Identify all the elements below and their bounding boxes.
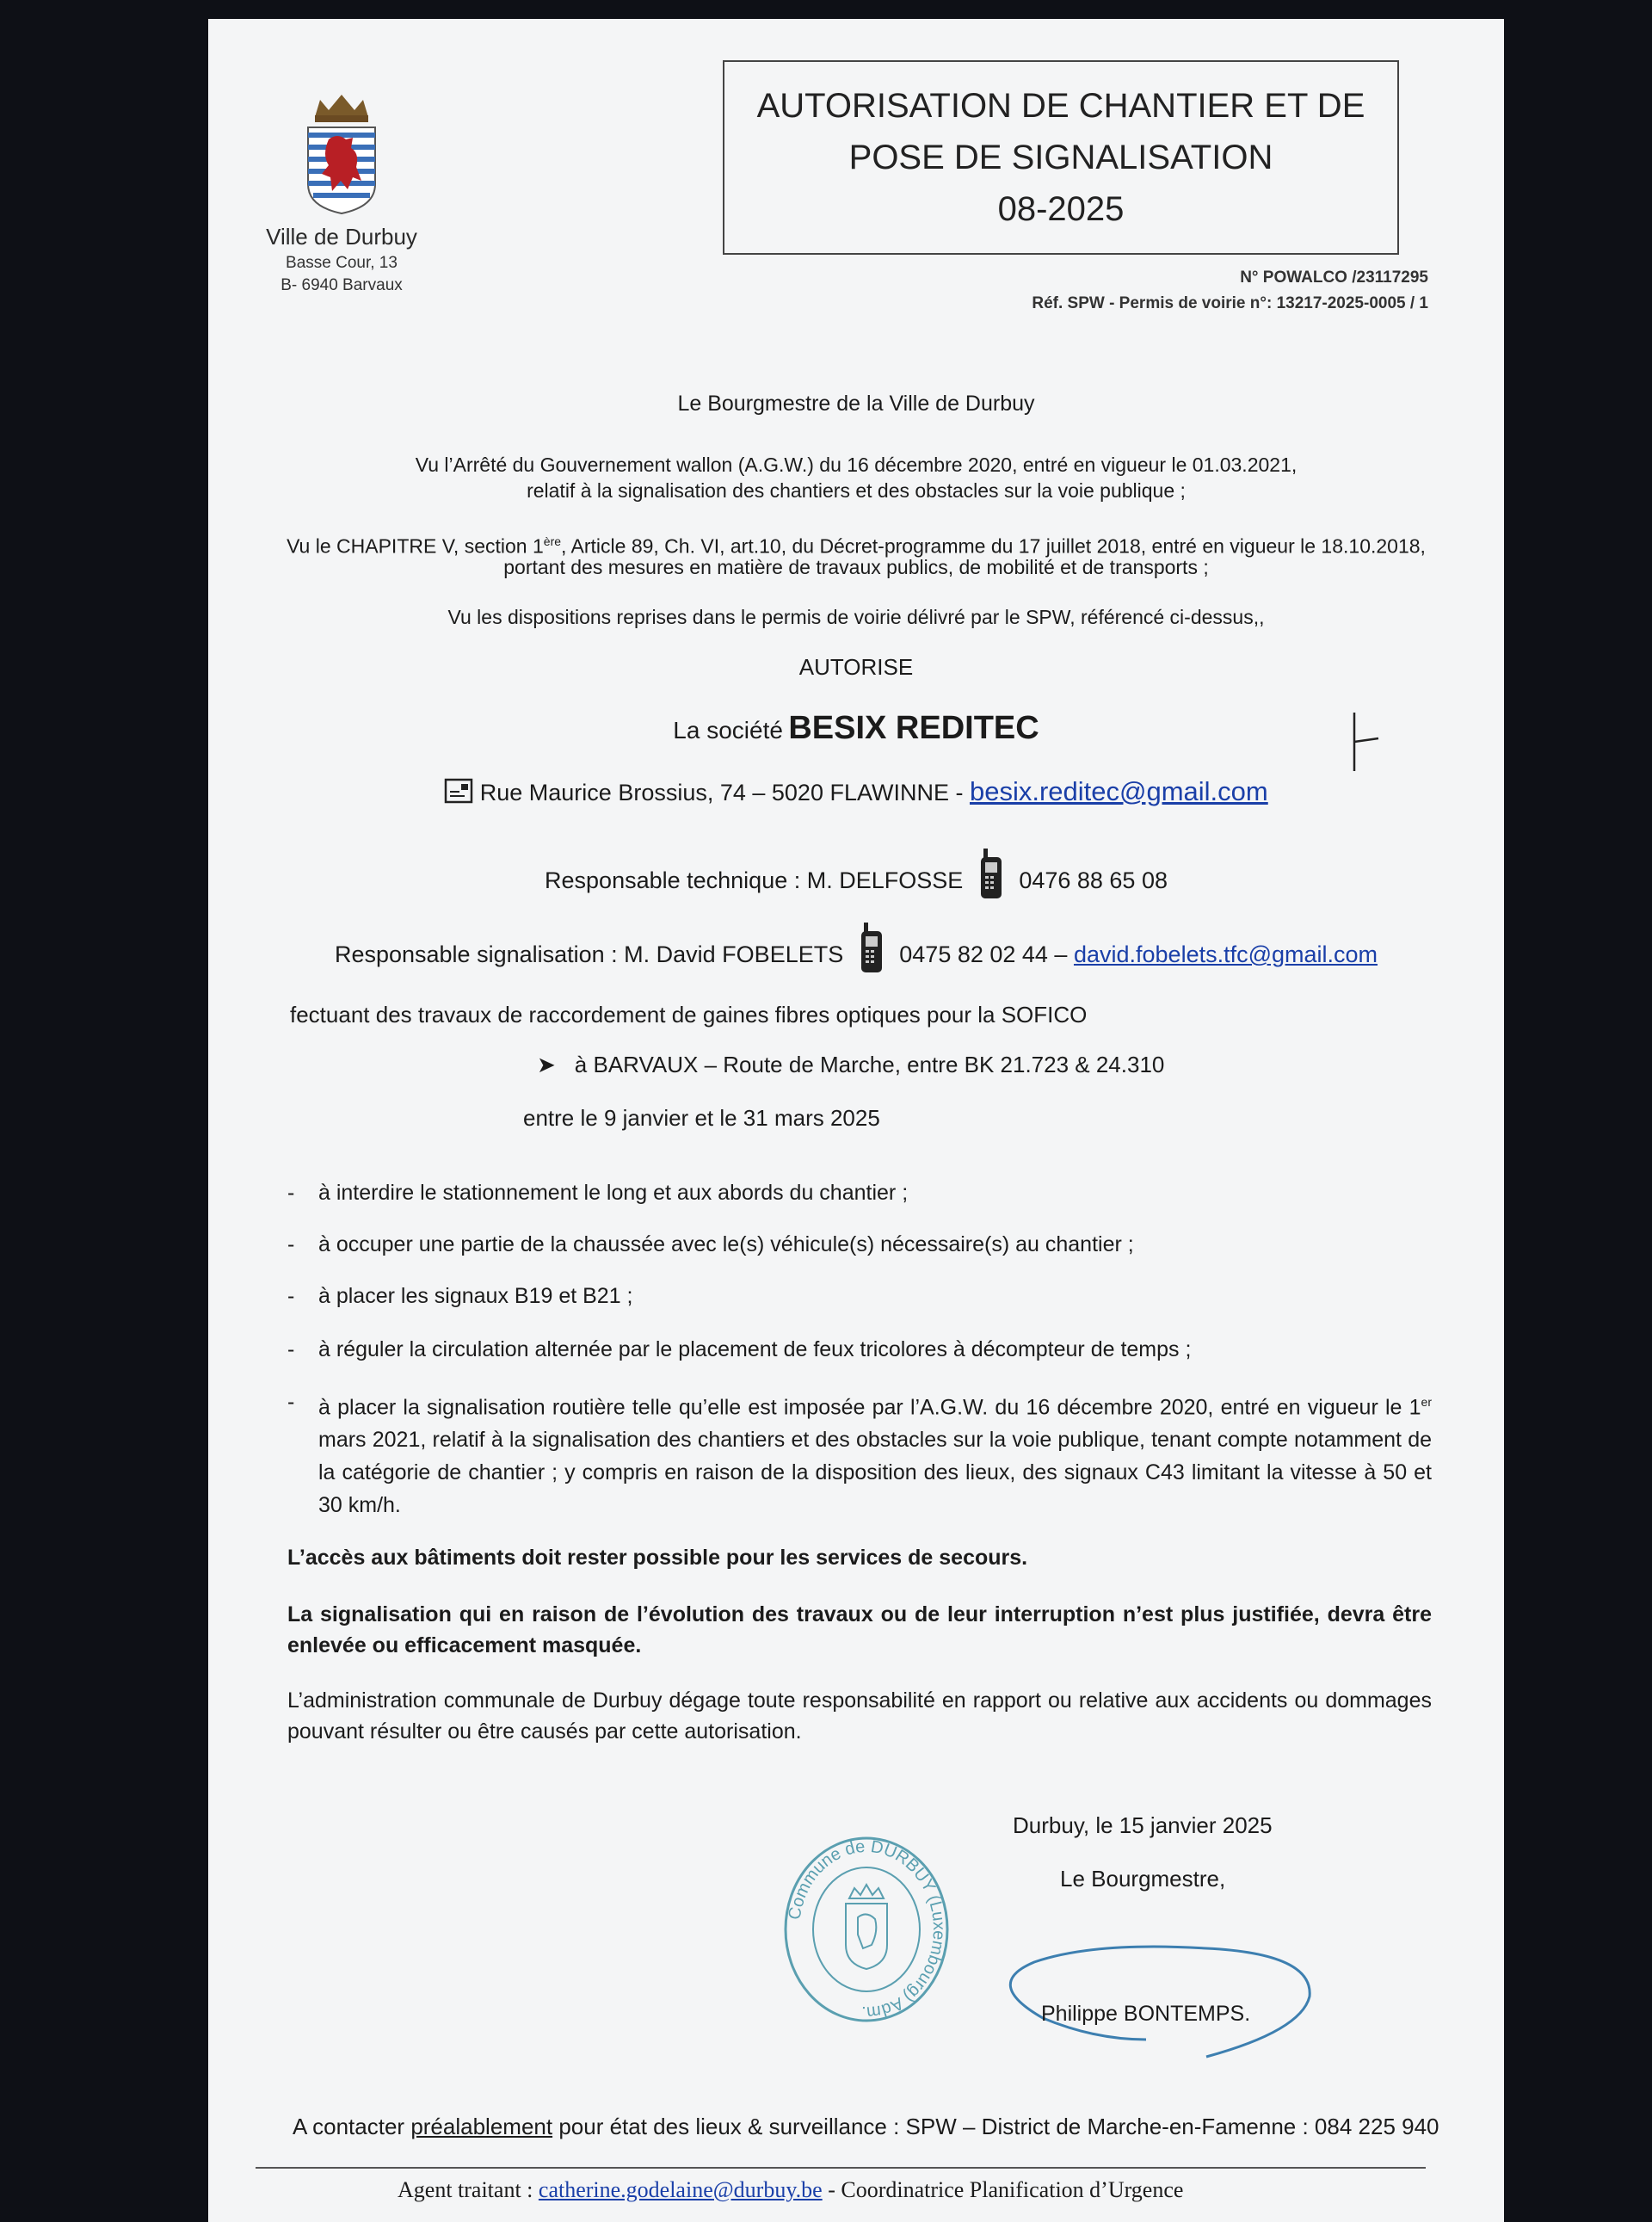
considerant-1-line-1: Vu l’Arrêté du Gouvernement wallon (A.G.W.) du 16 décembre 2020, entré en vigueur le 01.03.2021, (415, 454, 1298, 476)
works-description: fectuant des travaux de raccordement de gaines fibres optiques pour la SOFICO (290, 1002, 1088, 1028)
town-name: Ville de Durbuy (266, 224, 417, 250)
town-address-line1: Basse Cour, 13 (286, 254, 398, 272)
pen-mark-icon (1344, 707, 1387, 776)
company-line: La société BESIX REDITEC (673, 710, 1039, 746)
spw-reference: Réf. SPW - Permis de voirie n°: 13217-2025-0005 / 1 (1032, 294, 1428, 312)
durbuy-crest-icon (303, 88, 380, 217)
liability-note: L’administration communale de Durbuy dégage toute responsabilité en rapport ou relative aux accidents ou dommages pouvant résulter ou être causés par cette autorisation. (287, 1688, 1432, 1744)
contact-instruction: A contacter préalablement pour état des lieux & surveillance : SPW – District de Marche-en-Famenne : 084 225 940 (293, 2114, 1439, 2139)
agent-email-link[interactable]: catherine.godelaine@durbuy.be (538, 2177, 823, 2202)
signatory-role: Le Bourgmestre, (1060, 1866, 1226, 1892)
signage-removal-note: La signalisation qui en raison de l’évolution des travaux ou de leur interruption n’est plus justifiée, devra être enlevée ou efficacement masquée. (287, 1602, 1432, 1657)
title-line-2: POSE DE SIGNALISATION (848, 139, 1273, 176)
document-page: Ville de Durbuy Basse Cour, 13 B- 6940 Barvaux AUTORISATION DE CHANTIER ET DE POSE DE SIGNALISATION 08-2025 N° POWALCO /23117295 Réf. SPW - Permis de voirie n°: 13217-2025-0005 / 1 Le Bourgmestre de la Ville de Durbuy Vu l’Arrêté du Gouvernement wallon (A.G.W.) du 16 décembre 2020, entré en vigueur le 01.03.2021, relatif à la signalisation des chantiers et des obstacles sur la voie publique ; Vu le CHAPITRE V, section 1ère, Article 89, Ch. VI, art.10, du Décret-programme du 17 juillet 2018, entré en vigueur le 18.10.2018, portant des mesures en matière de travaux publics, de mobilité et de transports ; Vu les dispositions reprises dans le permis de voirie délivré par le SPW, référencé ci-dessus,, AUTORISE La société BESIX REDITEC Rue Maurice Brossius, 74 – 5020 FLAWINNE - besix.reditec@gmail.com Responsable technique : M. DELFOSSE 0476 88 65 08 Responsable signalisation : M. David FOBELETS 0475 82 02 44 – david.fobelets.tfc@gmail.com fectuant des travaux de raccordement de gaines fibres optiques pour la SOFICO ➤ à BARVAUX – Route de Marche, entre BK 21.723 & 24.310 entre le 9 janvier et le 31 mars 2025 - à interdire le stationnement le long et aux abords du chantier ; - à occuper une partie de la chaussée avec le(s) véhicule(s) nécessaire(s) au chantier ; - à placer les signaux B19 et B21 ; - à réguler la circulation alternée par le placement de feux tricolores à décompteur de temps ; - à placer la signalisation routière telle qu’elle est imposée par l’A.G.W. du 16 décembre 2020, entré en vigueur le 1er mars 2021, relatif à la signalisation des chantiers et des obstacles sur la voie publique, tenant compte notamment de la catégorie de chantier ; y compris en raison de la disposition des lieux, des signaux C43 limitant la vitesse à 50 et 30 km/h. L’accès aux bâtiments doit rester possible pour les services de secours. La signalisation qui en raison de l’évolution des travaux ou de leur interruption n’est plus justifiée, devra être enlevée ou efficacement masquée. L’administration communale de Durbuy dégage toute responsabilité en rapport ou relative aux accidents ou dommages pouvant résulter ou être causés par cette autorisation. Durbuy, le 15 janvier 2025 Le Bourgmestre, Commune de DURBUY (Luxembourg) Adm. Philippe BONTEMPS. A contacter préalablement pour état des lieux & surveillance : SPW – District de Marche-en-Famenne : 084 225 940 Agent traitant : catherine.godelaine@durbuy.be - Coordinatrice Planification d’Urgence (208, 19, 1504, 2222)
signature-scribble (991, 1936, 1318, 2065)
town-address-line2: B- 6940 Barvaux (280, 276, 403, 294)
considerant-2-line-2: portant des mesures en matière de travaux publics, de mobilité et de transports ; (503, 556, 1209, 578)
works-period: entre le 9 janvier et le 31 mars 2025 (523, 1105, 880, 1131)
mail-icon (444, 778, 473, 804)
signatory-name: Philippe BONTEMPS. (1041, 2002, 1251, 2026)
place-date: Durbuy, le 15 janvier 2025 (1013, 1812, 1273, 1838)
footer-divider (256, 2167, 1426, 2169)
issuer-line: Le Bourgmestre de la Ville de Durbuy (677, 392, 1035, 416)
technical-phone: 0476 88 65 08 (1019, 867, 1168, 893)
technical-contact-line: Responsable technique : M. DELFOSSE 0476 88 65 08 (208, 847, 1504, 902)
considerant-2-line-1: Vu le CHAPITRE V, section 1ère, Article 89, Ch. VI, art.10, du Décret-programme du 17 juillet 2018, entré en vigueur le 18.10.2018, (287, 534, 1426, 558)
considerant-1-line-2: relatif à la signalisation des chantiers et des obstacles sur la voie publique ; (527, 479, 1186, 502)
authorise-heading: AUTORISE (798, 654, 914, 680)
signage-email-link[interactable]: david.fobelets.tfc@gmail.com (1073, 941, 1378, 967)
municipality-header (208, 88, 475, 295)
agent-line: Agent traitant : catherine.godelaine@durbuy.be - Coordinatrice Planification d’Urgence (398, 2177, 1184, 2202)
works-location: ➤ à BARVAUX – Route de Marche, entre BK 21.723 & 24.310 (537, 1052, 1165, 1077)
mobile-phone-icon (978, 847, 1004, 900)
document-title-box (723, 60, 1399, 255)
company-email-link[interactable]: besix.reditec@gmail.com (969, 776, 1268, 806)
title-line-1: AUTORISATION DE CHANTIER ET DE (756, 87, 1365, 125)
arrow-bullet-icon: ➤ (537, 1052, 556, 1077)
signage-contact-line: Responsable signalisation : M. David FOBELETS 0475 82 02 44 – david.fobelets.tfc@gmail.com (208, 921, 1504, 976)
stamp-text: Commune de DURBUY (Luxembourg) Adm. (785, 1836, 949, 2022)
signage-phone: 0475 82 02 44 – (899, 941, 1068, 967)
powalco-reference: N° POWALCO /23117295 (1240, 268, 1428, 287)
emergency-access-note: L’accès aux bâtiments doit rester possible pour les services de secours. (287, 1546, 1028, 1570)
mobile-phone-icon (859, 921, 885, 974)
company-name: BESIX REDITEC (788, 710, 1039, 746)
considerant-3: Vu les dispositions reprises dans le permis de voirie délivré par le SPW, référencé ci-dessus,, (447, 606, 1265, 628)
title-line-3: 08-2025 (997, 190, 1125, 228)
municipal-stamp (780, 1835, 952, 2024)
company-address-line: Rue Maurice Brossius, 74 – 5020 FLAWINNE - besix.reditec@gmail.com (208, 775, 1504, 810)
